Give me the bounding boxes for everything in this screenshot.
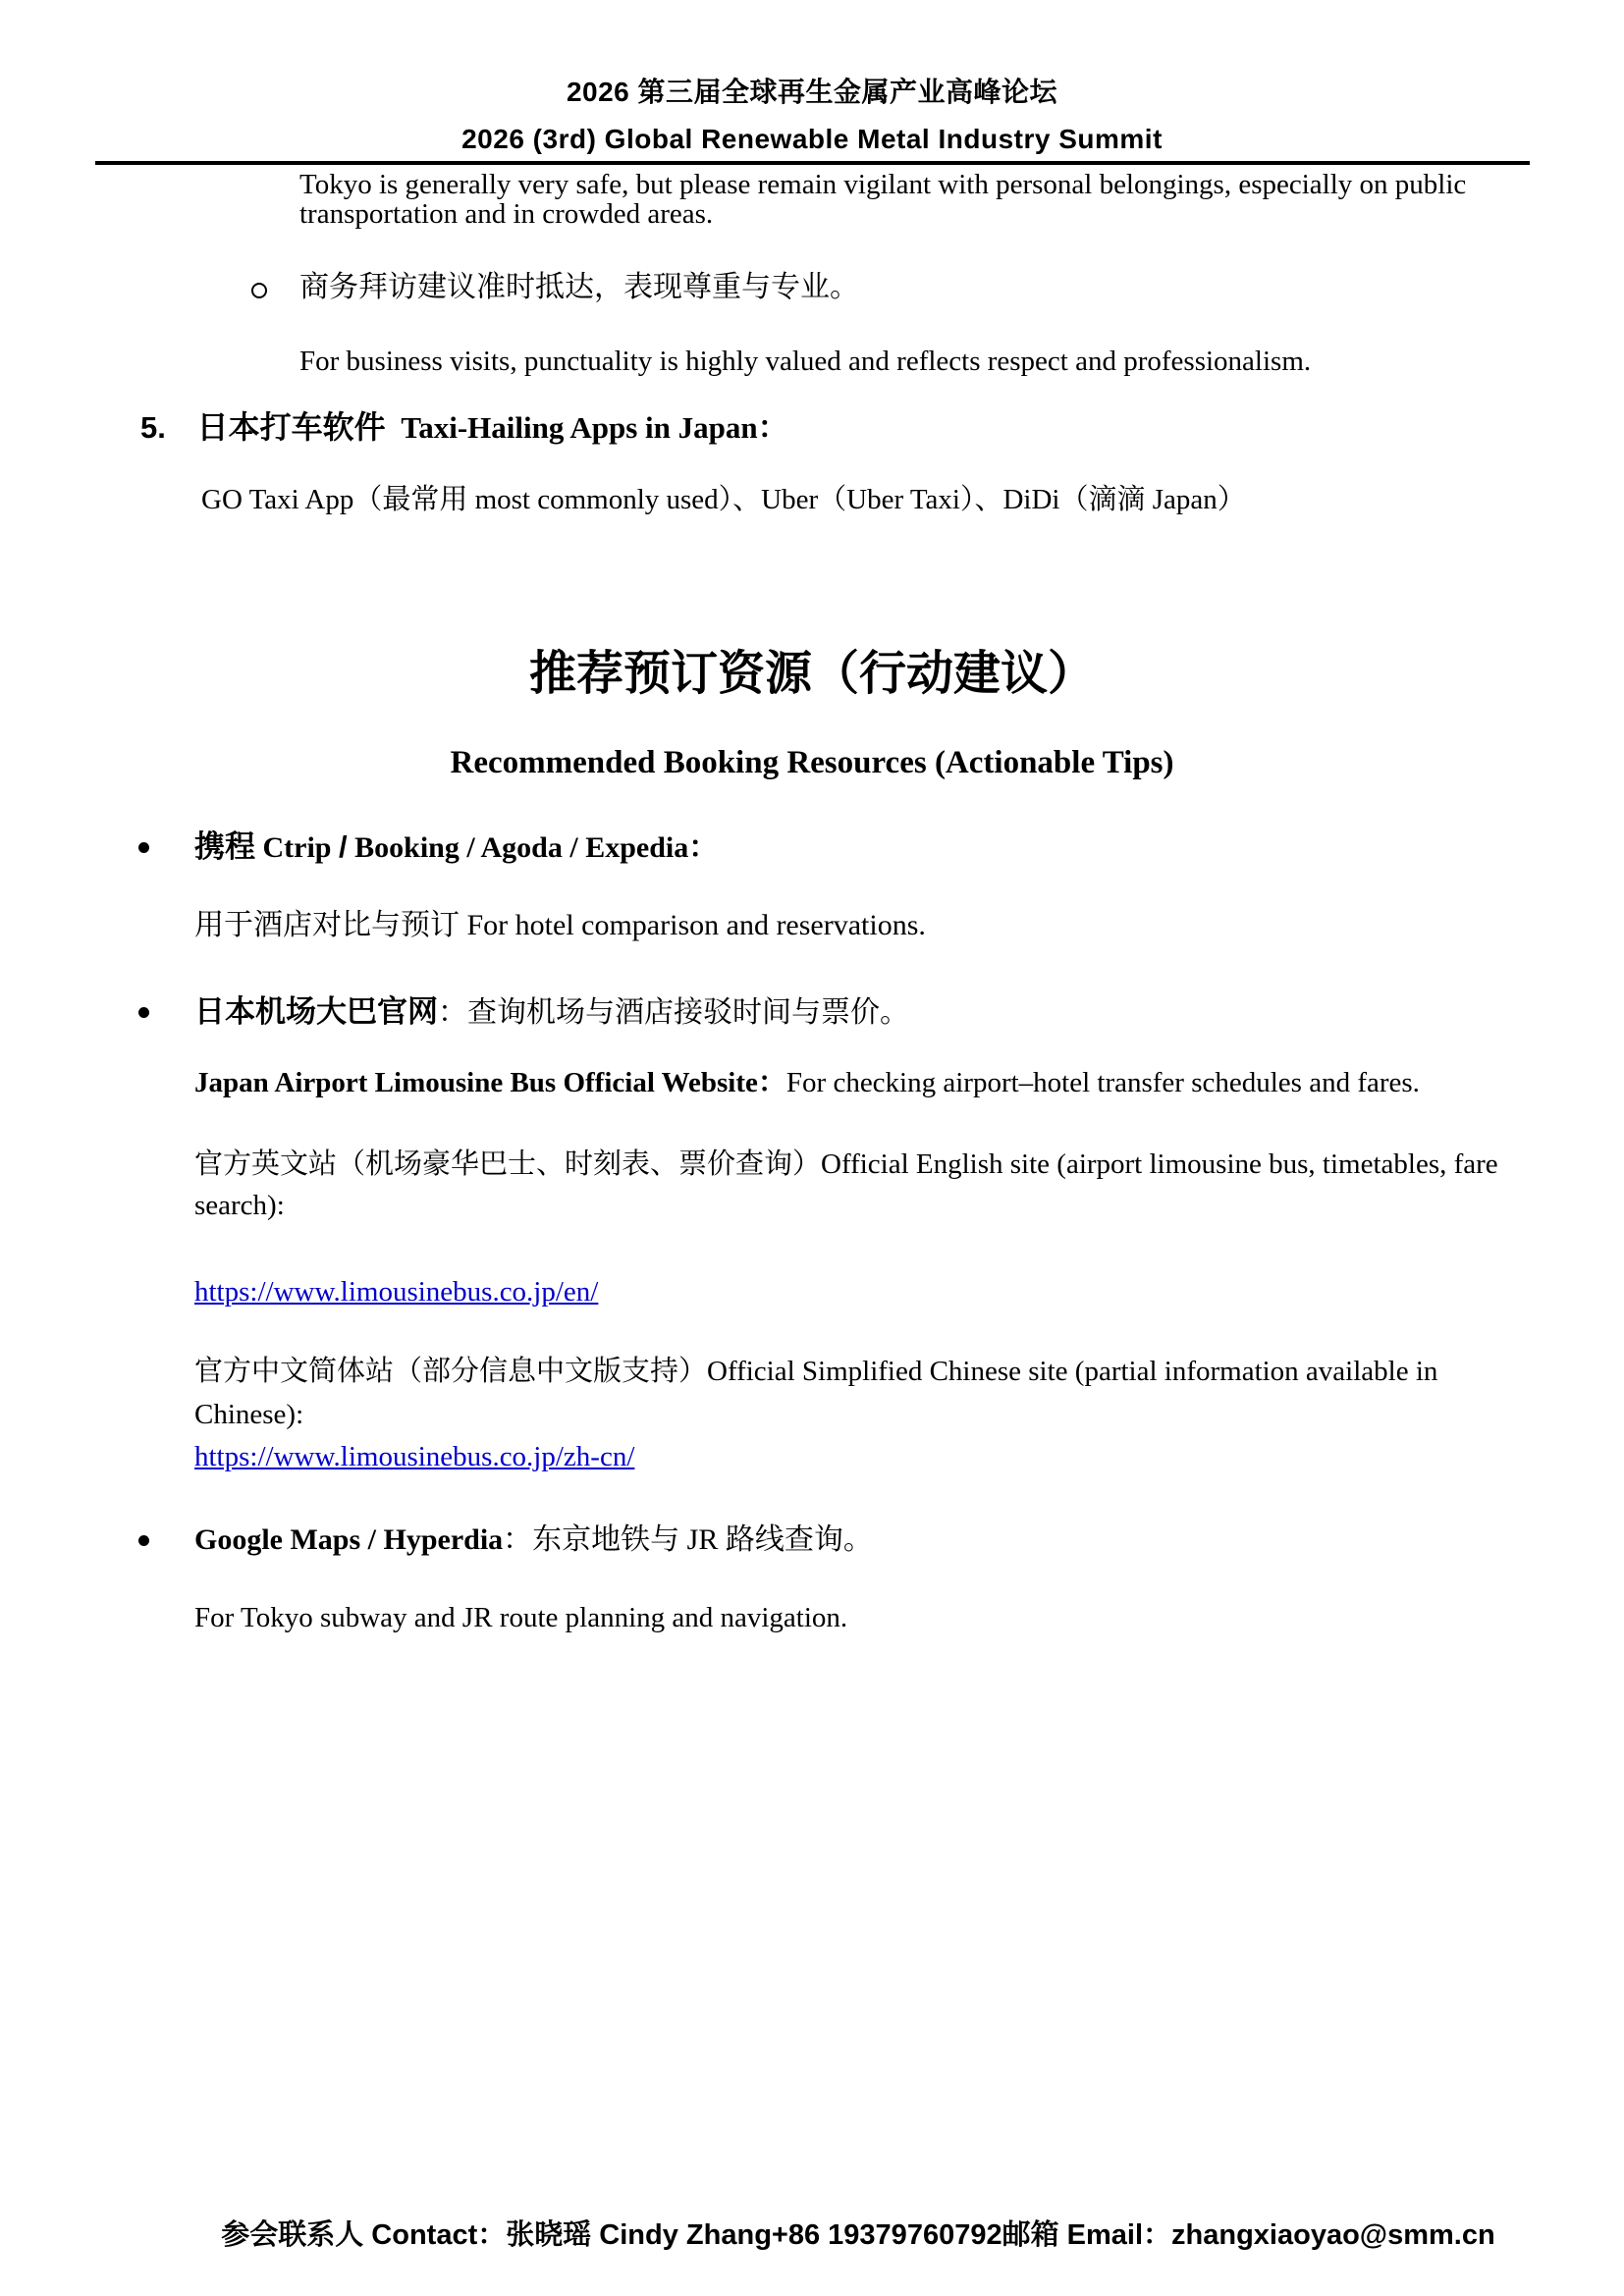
section-title-zh: 推荐预订资源（行动建议） (528, 648, 1095, 700)
heading-taxi-zh: 日本打车软件 (196, 409, 386, 445)
footer-contact-name: 张晓瑶 Cindy Zhang (506, 2219, 772, 2251)
paragraph-taxi-apps-list: GO Taxi App（最常用 most commonly used）、Uber（Uber Taxi）、DiDi（滴滴 Japan） (201, 484, 1246, 515)
circle-bullet-icon (251, 283, 267, 298)
paragraph-ctrip-desc: 用于酒店对比与预订 For hotel comparison and reservations. (194, 909, 926, 941)
bullet-limousine (194, 993, 1530, 1032)
bullet-dot-icon (138, 1007, 149, 1018)
heading-number: 5. (140, 410, 166, 445)
footer-email-label: 邮箱 Email： (1001, 2219, 1172, 2251)
footer-email: zhangxiaoyao@smm.cn (1171, 2219, 1495, 2251)
limousine-label-en: Japan Airport Limousine Bus Official Website (194, 1067, 758, 1098)
paragraph-zh-site-note: 官方中文简体站（部分信息中文版支持）Official Simplified Chinese site (partial information available in Chinese): (194, 1356, 1438, 1430)
header-title-en: 2026 (3rd) Global Renewable Metal Industry Summit (461, 124, 1163, 154)
limousine-desc-zh: 查询机场与酒店接驳时间与票价。 (467, 996, 909, 1029)
paragraph-limousine-en (194, 1068, 1540, 1097)
maps-desc-zh: 东京地铁与 JR 路线查询。 (532, 1523, 873, 1556)
ctrip-label-zh: 携程 (194, 829, 255, 864)
limousine-label-zh: 日本机场大巴官网 (194, 994, 438, 1029)
heading-taxi-colon: ： (757, 410, 788, 445)
limousine-colon-zh: ： (438, 996, 467, 1029)
ctrip-label-en1: Ctrip (262, 831, 332, 864)
bullet-dot-icon (138, 1535, 149, 1546)
paragraph-tokyo-safety: Tokyo is generally very safe, but please remain vigilant with personal belongings, especially on public transportation and in crowded areas. (299, 169, 1467, 230)
ctrip-colon: ： (688, 831, 719, 864)
footer-contact (189, 2185, 1564, 2285)
footer-phone: +86 19379760792 (771, 2219, 1002, 2251)
paragraph-punctuality-en: For business visits, punctuality is highly valued and reflects respect and professionalism. (299, 346, 1312, 377)
footer-contact-label: 参会联系人 Contact： (221, 2219, 507, 2251)
bullet-maps (194, 1522, 1530, 1559)
bullet-dot-icon (138, 842, 149, 853)
limousine-en-link[interactable]: https://www.limousinebus.co.jp/en/ (194, 1276, 599, 1308)
limousine-desc-en: For checking airport–hotel transfer schedules and fares. (785, 1067, 1420, 1098)
header-divider-rule (95, 161, 1530, 165)
paragraph-maps-desc-en: For Tokyo subway and JR route planning and navigation. (194, 1602, 848, 1633)
header-title-zh: 2026 第三届全球再生金属产业高峰论坛 (566, 77, 1058, 107)
heading-taxi-apps (140, 407, 1535, 448)
ctrip-label-en2: Booking / Agoda / Expedia (354, 831, 689, 864)
ctrip-slash: / (339, 829, 348, 864)
limousine-colon-en: ： (757, 1067, 786, 1098)
limousine-zh-link[interactable]: https://www.limousinebus.co.jp/zh-cn/ (194, 1441, 635, 1472)
bullet-punctuality-zh: 商务拜访建议准时抵达，表现尊重与专业。 (299, 271, 859, 303)
maps-colon: ： (503, 1523, 533, 1556)
link-row-zh-site (194, 1441, 634, 1472)
maps-label-en: Google Maps / Hyperdia (194, 1523, 504, 1556)
document-header (95, 69, 1529, 163)
section-title-en: Recommended Booking Resources (Actionable Tips) (450, 745, 1174, 780)
heading-taxi-en: Taxi-Hailing Apps in Japan (401, 410, 758, 445)
link-row-en-site (194, 1276, 598, 1308)
bullet-ctrip (194, 828, 1530, 867)
paragraph-en-site-note: 官方英文站（机场豪华巴士、时刻表、票价查询）Official English site (airport limousine bus, timetables, fare search): (194, 1148, 1498, 1221)
